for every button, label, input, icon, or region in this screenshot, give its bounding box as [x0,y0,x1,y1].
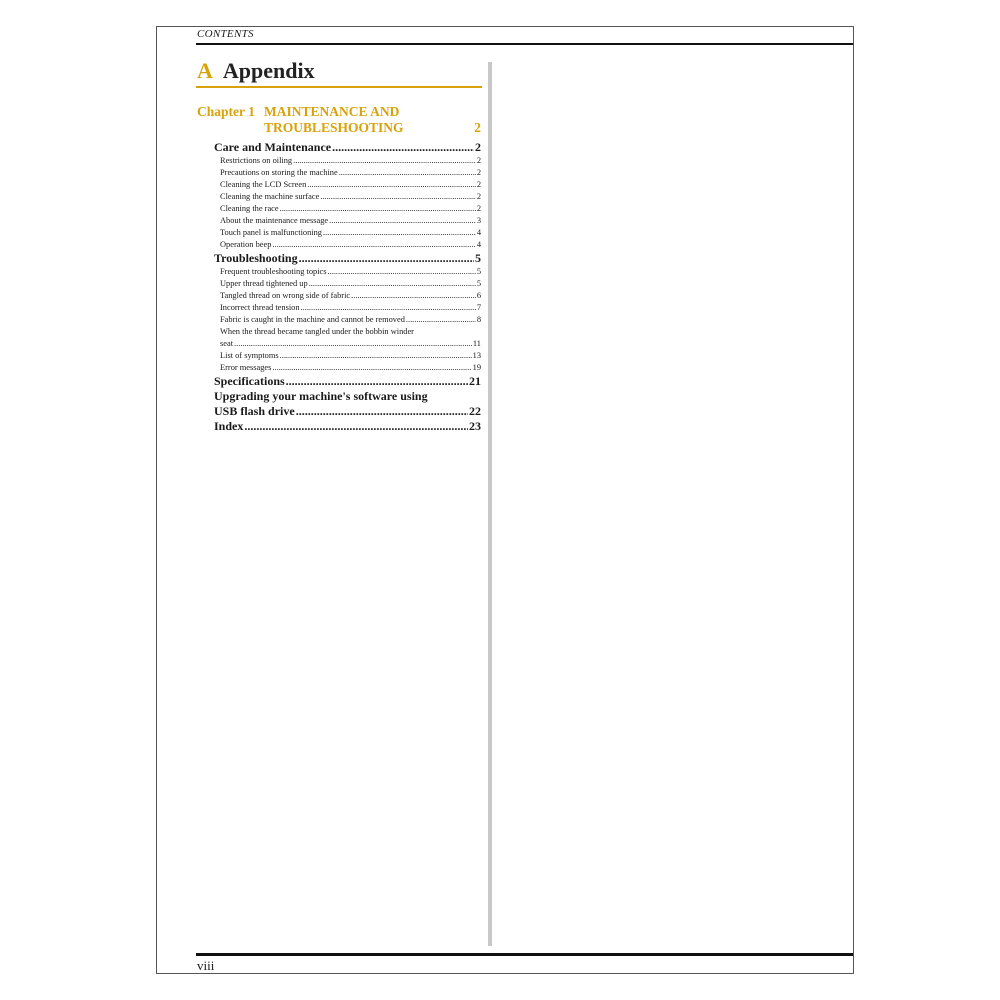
toc-subentry-page: 4 [476,240,481,249]
toc-subentry-page: 5 [476,267,481,276]
toc-subentry-page: 2 [476,156,481,165]
toc-entry-title: Care and Maintenance [214,140,332,154]
toc-subentry-page: 2 [476,192,481,201]
table-of-contents [214,140,481,434]
toc-subentry-title: When the thread became tangled under the bobbin winder [220,327,414,336]
toc-subentry[interactable] [214,155,481,167]
toc-subentry-title: Restrictions on oiling [220,156,293,165]
toc-subentry[interactable] [214,239,481,251]
toc-entry-upgrading-line2[interactable] [214,404,481,419]
toc-subentry[interactable] [214,290,481,302]
toc-subentry-page: 5 [476,279,481,288]
toc-entry-upgrading-line1[interactable] [214,389,481,404]
toc-subentry[interactable] [214,203,481,215]
toc-subentry-page: 6 [476,291,481,300]
toc-subentry-title: Touch panel is malfunctioning [220,228,322,237]
column-divider [488,62,492,946]
section-title-text: Appendix [222,58,315,83]
toc-subentry-title: seat [220,339,234,348]
toc-subentry-line1[interactable] [214,326,481,338]
toc-entry-troubleshooting[interactable] [214,251,481,266]
toc-subentry[interactable] [214,302,481,314]
toc-subentry-page: 11 [472,339,481,348]
toc-entry-index[interactable] [214,419,481,434]
toc-subentry[interactable] [214,191,481,203]
toc-subentry-page: 13 [472,351,481,360]
toc-entry-title: Specifications [214,374,285,388]
toc-entry-page: 21 [469,374,481,388]
toc-subentry-page: 3 [476,216,481,225]
toc-entry-title: USB flash drive [214,404,295,418]
toc-subentry[interactable] [214,350,481,362]
toc-subentry-page: 8 [476,315,481,324]
page-number: viii [197,958,215,973]
toc-subentry-title: Frequent troubleshooting topics [220,267,327,276]
toc-subentry-title: Cleaning the machine surface [220,192,320,201]
toc-subentry[interactable] [214,167,481,179]
toc-subentry-title: Incorrect thread tension [220,303,300,312]
toc-subentry-page: 2 [476,180,481,189]
chapter-label: Chapter 1 [197,104,255,119]
toc-subentry-page: 2 [476,168,481,177]
toc-subentry-title: List of symptoms [220,351,279,360]
toc-entry-page: 23 [469,419,481,433]
footer-rule [196,953,853,956]
toc-subentry-title: Tangled thread on wrong side of fabric [220,291,351,300]
toc-subentry[interactable] [214,278,481,290]
toc-subentry[interactable] [214,215,481,227]
toc-entry-page: 5 [475,251,481,265]
toc-entry-care-and-maintenance[interactable] [214,140,481,155]
toc-subentry[interactable] [214,227,481,239]
chapter-page: 2 [474,120,481,135]
toc-subentry-page: 2 [476,204,481,213]
toc-entry-page: 22 [469,404,481,418]
section-title [197,58,315,84]
chapter-title-line2: TROUBLESHOOTING [264,120,404,135]
toc-entry-title: Index [214,419,244,433]
chapter-title-line1: MAINTENANCE AND [264,104,400,119]
toc-subentry-title: Cleaning the race [220,204,279,213]
toc-subentry[interactable] [214,179,481,191]
toc-subentry-title: Error messages [220,363,272,372]
running-header: CONTENTS [197,28,254,40]
toc-subentry-page: 19 [472,363,481,372]
toc-subentry[interactable] [214,314,481,326]
toc-subentry[interactable] [214,362,481,374]
toc-subentry-page: 7 [476,303,481,312]
toc-entry-title: Upgrading your machine's software using [214,389,428,403]
toc-subentry[interactable] [214,266,481,278]
section-rule [196,86,482,88]
toc-subentry-title: About the maintenance message [220,216,329,225]
toc-entry-title: Troubleshooting [214,251,298,265]
toc-subentry-line2[interactable] [214,338,481,350]
toc-subentry-title: Upper thread tightened up [220,279,308,288]
toc-entry-specifications[interactable] [214,374,481,389]
section-letter: A [197,58,213,83]
toc-subentry-title: Cleaning the LCD Screen [220,180,307,189]
toc-subentry-title: Fabric is caught in the machine and cannot be removed [220,315,405,324]
chapter-heading[interactable] [197,104,481,136]
toc-subentry-title: Operation beep [220,240,272,249]
header-rule [196,43,853,45]
toc-subentry-page: 4 [476,228,481,237]
toc-subentry-title: Precautions on storing the machine [220,168,338,177]
toc-entry-page: 2 [475,140,481,154]
